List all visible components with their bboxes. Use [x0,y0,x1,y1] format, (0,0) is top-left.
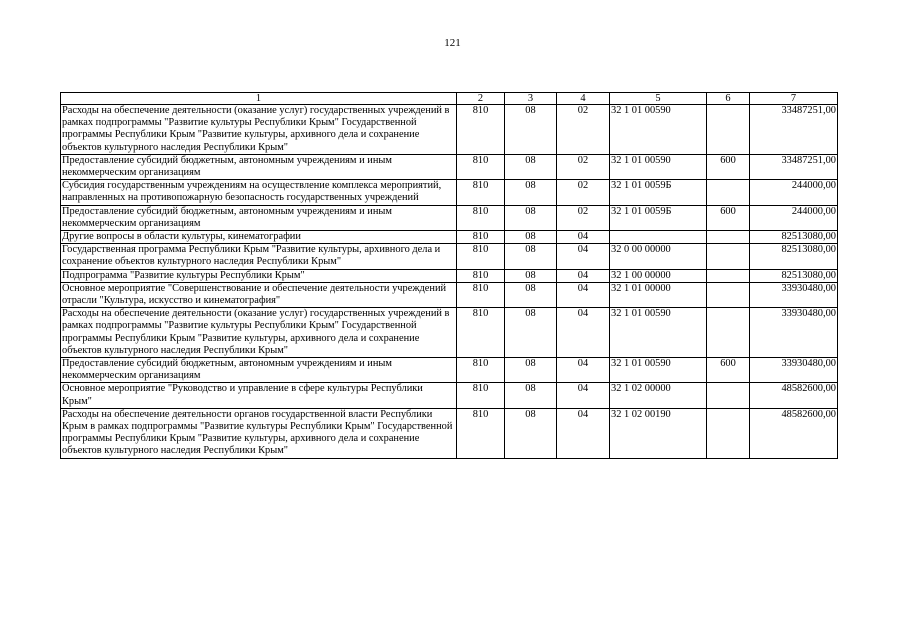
expense-type-cell [707,231,750,244]
table-header-row [61,93,838,105]
table-row [61,282,838,307]
table-row [61,408,838,458]
page-number: 121 [444,37,461,49]
target-article-cell: 32 0 00 00000 [610,244,707,269]
section-code-cell: 08 [505,308,557,358]
section-code-cell: 08 [505,269,557,282]
section-code-cell: 08 [505,408,557,458]
table-row [61,180,838,205]
target-article-cell: 32 1 00 00000 [610,269,707,282]
target-article-cell: 32 1 01 00590 [610,154,707,179]
expense-type-cell: 600 [707,154,750,179]
target-article-cell: 32 1 01 00000 [610,282,707,307]
table-row [61,358,838,383]
subsection-code-cell: 02 [557,180,610,205]
target-article-cell: 32 1 01 0059Б [610,180,707,205]
row-name-cell: Основное мероприятие "Руководство и управление в сфере культуры Республики Крым" [61,383,457,408]
table-body [61,105,838,459]
table-row [61,269,838,282]
table-row [61,244,838,269]
amount-cell: 33930480,00 [750,358,838,383]
target-article-cell: 32 1 02 00190 [610,408,707,458]
amount-cell: 82513080,00 [750,244,838,269]
amount-cell: 33487251,00 [750,105,838,155]
section-code-cell: 08 [505,105,557,155]
section-code-cell: 08 [505,205,557,230]
row-name-cell: Подпрограмма "Развитие культуры Республики Крым" [61,269,457,282]
section-code-cell: 08 [505,244,557,269]
subsection-code-cell: 02 [557,105,610,155]
row-name-cell: Предоставление субсидий бюджетным, автономным учреждениям и иным некоммерческим организациям [61,154,457,179]
amount-cell: 48582600,00 [750,408,838,458]
ministry-code-cell: 810 [457,282,505,307]
column-header: 1 [61,93,457,105]
table-row [61,308,838,358]
expense-type-cell [707,408,750,458]
row-name-cell: Государственная программа Республики Крым "Развитие культуры, архивного дела и сохранение объектов культурного наследия Республики Крым" [61,244,457,269]
subsection-code-cell: 04 [557,358,610,383]
amount-cell: 33930480,00 [750,282,838,307]
expense-type-cell [707,244,750,269]
amount-cell: 244000,00 [750,205,838,230]
column-header: 7 [750,93,838,105]
column-header: 6 [707,93,750,105]
section-code-cell: 08 [505,180,557,205]
subsection-code-cell: 04 [557,244,610,269]
column-header: 5 [610,93,707,105]
target-article-cell: 32 1 02 00000 [610,383,707,408]
table-row [61,105,838,155]
row-name-cell: Расходы на обеспечение деятельности органов государственной власти Республики Крым в рамках подпрограммы "Развитие культуры Республики Крым" Государственной программы Республики Крым "Развитие культуры, архивного дела и сохранение объектов культурного наследия Республики Крым" [61,408,457,458]
ministry-code-cell: 810 [457,205,505,230]
expense-type-cell [707,282,750,307]
section-code-cell: 08 [505,358,557,383]
expense-type-cell: 600 [707,358,750,383]
row-name-cell: Предоставление субсидий бюджетным, автономным учреждениям и иным некоммерческим организациям [61,205,457,230]
ministry-code-cell: 810 [457,269,505,282]
ministry-code-cell: 810 [457,105,505,155]
budget-table [60,92,838,459]
ministry-code-cell: 810 [457,408,505,458]
row-name-cell: Субсидия государственным учреждениям на осуществление комплекса мероприятий, направленных на противопожарную безопасность государственных учреждений [61,180,457,205]
ministry-code-cell: 810 [457,231,505,244]
table-row [61,205,838,230]
subsection-code-cell: 02 [557,205,610,230]
subsection-code-cell: 04 [557,282,610,307]
target-article-cell: 32 1 01 00590 [610,358,707,383]
subsection-code-cell: 04 [557,269,610,282]
section-code-cell: 08 [505,383,557,408]
ministry-code-cell: 810 [457,154,505,179]
expense-type-cell: 600 [707,205,750,230]
amount-cell: 48582600,00 [750,383,838,408]
row-name-cell: Предоставление субсидий бюджетным, автономным учреждениям и иным некоммерческим организациям [61,358,457,383]
table-row [61,383,838,408]
section-code-cell: 08 [505,231,557,244]
target-article-cell [610,231,707,244]
amount-cell: 33930480,00 [750,308,838,358]
amount-cell: 33487251,00 [750,154,838,179]
target-article-cell: 32 1 01 00590 [610,105,707,155]
column-header: 3 [505,93,557,105]
subsection-code-cell: 04 [557,231,610,244]
subsection-code-cell: 04 [557,308,610,358]
expense-type-cell [707,269,750,282]
expense-type-cell [707,180,750,205]
row-name-cell: Расходы на обеспечение деятельности (оказание услуг) государственных учреждений в рамках подпрограммы "Развитие культуры Республики Крым" Государственной программы Республики Крым "Развитие культуры, архивного дела и сохранение объектов культурного наследия Республики Крым" [61,105,457,155]
section-code-cell: 08 [505,154,557,179]
subsection-code-cell: 04 [557,408,610,458]
ministry-code-cell: 810 [457,308,505,358]
section-code-cell: 08 [505,282,557,307]
expense-type-cell [707,308,750,358]
subsection-code-cell: 04 [557,383,610,408]
target-article-cell: 32 1 01 0059Б [610,205,707,230]
target-article-cell: 32 1 01 00590 [610,308,707,358]
row-name-cell: Другие вопросы в области культуры, кинематографии [61,231,457,244]
ministry-code-cell: 810 [457,383,505,408]
expense-type-cell [707,383,750,408]
subsection-code-cell: 02 [557,154,610,179]
column-header: 4 [557,93,610,105]
amount-cell: 244000,00 [750,180,838,205]
amount-cell: 82513080,00 [750,269,838,282]
expense-type-cell [707,105,750,155]
column-header: 2 [457,93,505,105]
ministry-code-cell: 810 [457,244,505,269]
table-row [61,231,838,244]
ministry-code-cell: 810 [457,358,505,383]
table-row [61,154,838,179]
row-name-cell: Основное мероприятие "Совершенствование и обеспечение деятельности учреждений отрасли "Культура, искусство и кинематография" [61,282,457,307]
row-name-cell: Расходы на обеспечение деятельности (оказание услуг) государственных учреждений в рамках подпрограммы "Развитие культуры Республики Крым" Государственной программы Республики Крым "Развитие культуры, архивного дела и сохранение объектов культурного наследия Республики Крым" [61,308,457,358]
ministry-code-cell: 810 [457,180,505,205]
amount-cell: 82513080,00 [750,231,838,244]
